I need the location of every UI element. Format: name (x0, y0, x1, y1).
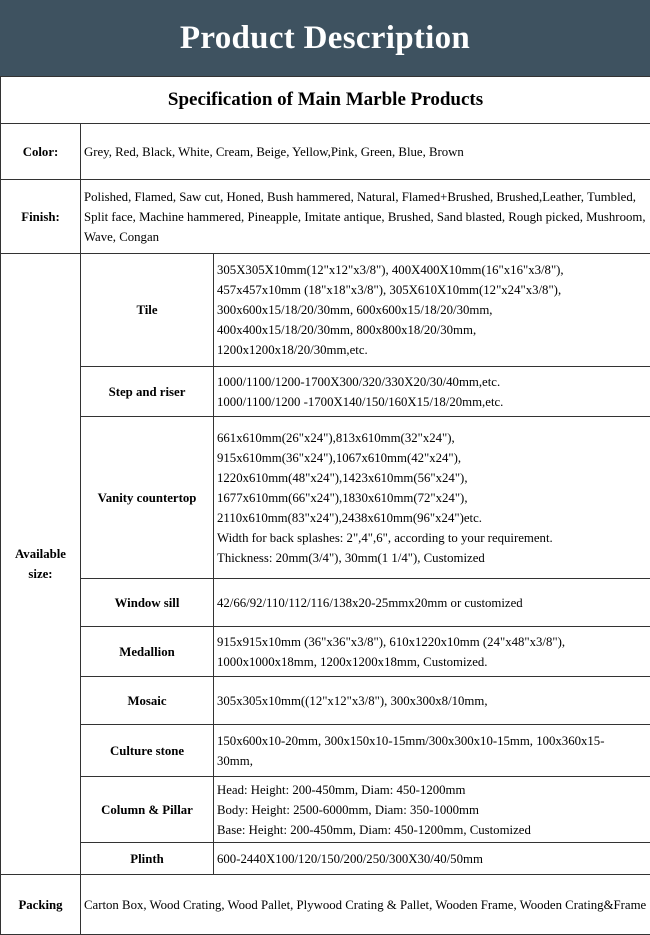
size-value-line: 600-2440X100/120/150/200/250/300X30/40/50mm (217, 849, 647, 869)
color-label: Color: (1, 124, 81, 180)
size-row-name: Column & Pillar (81, 777, 214, 843)
size-value-line: Body: Height: 2500-6000mm, Diam: 350-1000mm (217, 800, 647, 820)
size-row-name: Medallion (81, 627, 214, 677)
size-value-line: 1220x610mm(48"x24"),1423x610mm(56"x24"), (217, 468, 647, 488)
size-value-line: 1000/1100/1200 -1700X140/150/160X15/18/20mm,etc. (217, 392, 647, 412)
size-row-values (214, 843, 650, 875)
size-value-line: 1000x1000x18mm, 1200x1200x18mm, Customized. (217, 652, 647, 672)
size-row-values (214, 725, 650, 777)
size-value-line: Base: Height: 200-450mm, Diam: 450-1200mm, Customized (217, 820, 647, 840)
size-value-line: 2110x610mm(83"x24"),2438x610mm(96"x24")etc. (217, 508, 647, 528)
color-value: Grey, Red, Black, White, Cream, Beige, Yellow,Pink, Green, Blue, Brown (81, 124, 650, 180)
packing-label: Packing (1, 875, 81, 935)
size-row-name: Window sill (81, 579, 214, 627)
size-value-line: 300x600x15/18/20/30mm, 600x600x15/18/20/30mm, (217, 300, 647, 320)
size-value-line: 42/66/92/110/112/116/138x20-25mmx20mm or customized (217, 593, 647, 613)
size-value-line: Head: Height: 200-450mm, Diam: 450-1200mm (217, 780, 647, 800)
header-banner (0, 0, 650, 76)
size-row (1, 843, 650, 875)
packing-row (1, 875, 650, 935)
size-value-line: 915x610mm(36"x24"),1067x610mm(42"x24"), (217, 448, 647, 468)
page-title: Product Description (180, 20, 470, 57)
size-row (1, 725, 650, 777)
size-value-line: 150x600x10-20mm, 300x150x10-15mm/300x300x10-15mm, 100x360x15- (217, 731, 647, 751)
size-row-name: Plinth (81, 843, 214, 875)
size-value-line: 400x400x15/18/20/30mm, 800x800x18/20/30mm, (217, 320, 647, 340)
size-value-line: 915x915x10mm (36"x36"x3/8"), 610x1220x10mm (24"x48"x3/8"), (217, 632, 647, 652)
size-row (1, 579, 650, 627)
size-value-line: 305X305X10mm(12"x12"x3/8"), 400X400X10mm(16"x16"x3/8"), (217, 260, 647, 280)
finish-row (1, 180, 650, 254)
size-row-name: Vanity countertop (81, 417, 214, 579)
size-row (1, 417, 650, 579)
finish-label: Finish: (1, 180, 81, 254)
size-row-values (214, 777, 650, 843)
spec-sheet (0, 76, 650, 931)
size-value-line: 661x610mm(26"x24"),813x610mm(32"x24"), (217, 428, 647, 448)
size-row (1, 627, 650, 677)
spec-title: Specification of Main Marble Products (1, 77, 650, 124)
size-row-name: Mosaic (81, 677, 214, 725)
size-row-values (214, 627, 650, 677)
size-row-values (214, 367, 650, 417)
spec-table (0, 76, 650, 935)
size-value-line: 1677x610mm(66"x24"),1830x610mm(72"x24"), (217, 488, 647, 508)
size-value-line: 1200x1200x18/20/30mm,etc. (217, 340, 647, 360)
size-value-line: Thickness: 20mm(3/4"), 30mm(1 1/4"), Customized (217, 548, 647, 568)
spec-title-row (1, 77, 650, 124)
available-size-label: Available size: (1, 254, 81, 875)
size-row (1, 367, 650, 417)
color-row (1, 124, 650, 180)
size-row (1, 254, 650, 367)
size-row (1, 677, 650, 725)
size-value-line: 305x305x10mm((12"x12"x3/8"), 300x300x8/10mm, (217, 691, 647, 711)
size-row-values (214, 417, 650, 579)
size-row-values (214, 677, 650, 725)
size-value-line: 457x457x10mm (18"x18"x3/8"), 305X610X10mm(12"x24"x3/8"), (217, 280, 647, 300)
finish-value: Polished, Flamed, Saw cut, Honed, Bush hammered, Natural, Flamed+Brushed, Brushed,Leather, Tumbled, Split face, Machine hammered, Pineapple, Imitate antique, Brushed, Sand blasted, Rough picked, Mushroom, Wave, Congan (81, 180, 650, 254)
size-row-name: Step and riser (81, 367, 214, 417)
packing-value: Carton Box, Wood Crating, Wood Pallet, Plywood Crating & Pallet, Wooden Frame, Wooden Crating&Frame (81, 875, 650, 935)
size-value-line: 30mm, (217, 751, 647, 771)
size-row-values (214, 579, 650, 627)
size-row-name: Tile (81, 254, 214, 367)
size-row-name: Culture stone (81, 725, 214, 777)
size-row (1, 777, 650, 843)
size-row-values (214, 254, 650, 367)
size-value-line: Width for back splashes: 2",4",6", according to your requirement. (217, 528, 647, 548)
size-value-line: 1000/1100/1200-1700X300/320/330X20/30/40mm,etc. (217, 372, 647, 392)
